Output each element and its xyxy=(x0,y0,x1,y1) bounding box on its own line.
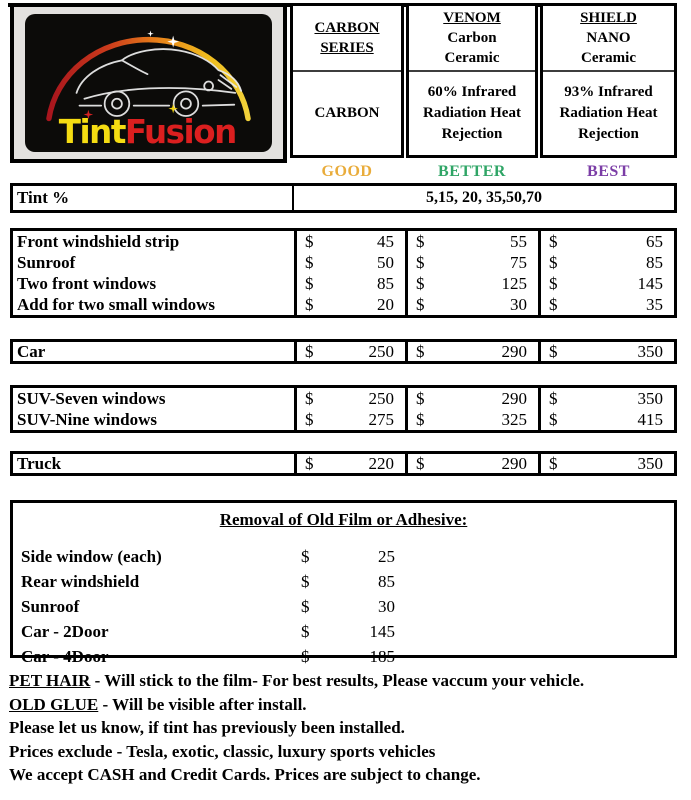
tintfusion-logo xyxy=(25,14,272,152)
currency-symbol: $ xyxy=(416,342,425,361)
row-label: Sunroof xyxy=(21,596,80,616)
removal-row xyxy=(13,594,674,619)
price-value: 85 xyxy=(378,571,395,591)
price-value: 325 xyxy=(501,409,527,429)
tint-percent-options: 5,15, 20, 35,50,70 xyxy=(426,189,542,206)
title-line: VENOM xyxy=(443,10,501,26)
footnote-previous-tint xyxy=(9,716,689,740)
title-line: NANO xyxy=(586,30,631,46)
currency-symbol: $ xyxy=(305,342,314,361)
row-label: SUV-Seven windows xyxy=(17,388,166,408)
row-label: Rear windshield xyxy=(21,571,140,591)
price-cell xyxy=(538,294,674,315)
footnote-pet-hair xyxy=(9,669,689,693)
footnote-text: Prices exclude - Tesla, exotic, classic, luxury sports vehicles xyxy=(9,741,436,761)
price-cell xyxy=(538,342,674,362)
currency-symbol: $ xyxy=(549,409,558,429)
row-label: Truck xyxy=(17,454,62,473)
title-line: CARBON xyxy=(314,20,380,36)
tint-percent-row xyxy=(10,183,677,213)
removal-section xyxy=(10,500,677,666)
table-row xyxy=(13,231,674,252)
price-cell xyxy=(294,231,405,252)
row-label: Sunroof xyxy=(17,252,76,272)
currency-symbol: $ xyxy=(301,546,310,566)
row-label: Car - 2Door xyxy=(21,621,109,641)
table-row xyxy=(13,454,674,474)
price-value: 350 xyxy=(637,342,663,361)
title-line: SHIELD xyxy=(580,10,637,26)
price-cell xyxy=(405,409,538,430)
row-label: Car - 4Door xyxy=(21,646,109,666)
price-value: 125 xyxy=(501,273,527,293)
removal-title: Removal of Old Film or Adhesive: xyxy=(219,510,468,529)
price-value: 290 xyxy=(501,454,527,473)
price-cell xyxy=(538,273,674,294)
carbon-description: CARBON xyxy=(314,105,380,121)
removal-row xyxy=(13,569,674,594)
logo-text-fusion: Fusion xyxy=(124,113,236,152)
shield-title xyxy=(543,6,674,72)
price-value: 290 xyxy=(501,388,527,408)
price-value: 290 xyxy=(501,342,527,361)
currency-symbol: $ xyxy=(416,388,425,408)
price-value: 85 xyxy=(377,273,394,293)
price-cell xyxy=(294,252,405,273)
currency-symbol: $ xyxy=(549,231,558,251)
logo-frame xyxy=(14,7,283,159)
table-row xyxy=(13,409,674,430)
price-value: 35 xyxy=(646,294,663,314)
header-column-carbon xyxy=(290,3,404,158)
price-cell xyxy=(538,231,674,252)
car-outline-icon xyxy=(77,49,242,116)
currency-symbol: $ xyxy=(301,571,310,591)
currency-symbol: $ xyxy=(549,342,558,361)
price-value: 55 xyxy=(510,231,527,251)
logo-wordmark xyxy=(59,113,236,151)
price-value: 145 xyxy=(369,621,395,641)
currency-symbol: $ xyxy=(549,454,558,473)
title-line: SERIES xyxy=(320,40,374,56)
table-row xyxy=(13,342,674,362)
logo-graphic xyxy=(25,14,272,152)
truck-price-table xyxy=(10,451,677,476)
carbon-series-title xyxy=(293,6,401,72)
currency-symbol: $ xyxy=(549,294,558,314)
currency-symbol: $ xyxy=(305,294,314,314)
currency-symbol: $ xyxy=(416,454,425,473)
price-value: 30 xyxy=(510,294,527,314)
row-label: Car xyxy=(17,342,46,361)
removal-row xyxy=(13,619,674,644)
currency-symbol: $ xyxy=(305,388,314,408)
price-cell xyxy=(405,252,538,273)
price-value: 220 xyxy=(368,454,394,473)
footnotes xyxy=(9,669,689,787)
price-value: 50 xyxy=(377,252,394,272)
price-cell xyxy=(405,231,538,252)
currency-symbol: $ xyxy=(305,252,314,272)
table-row xyxy=(13,252,674,273)
price-value: 145 xyxy=(637,273,663,293)
header-column-venom xyxy=(406,3,538,158)
footnote-payment xyxy=(9,763,689,787)
currency-symbol: $ xyxy=(305,273,314,293)
price-value: 30 xyxy=(378,596,395,616)
currency-symbol: $ xyxy=(416,409,425,429)
currency-symbol: $ xyxy=(416,252,425,272)
currency-symbol: $ xyxy=(416,273,425,293)
title-line: Ceramic xyxy=(444,50,500,66)
header-column-shield xyxy=(540,3,677,158)
price-value: 25 xyxy=(378,546,395,566)
price-value: 350 xyxy=(637,454,663,473)
currency-symbol: $ xyxy=(549,388,558,408)
price-cell xyxy=(294,409,405,430)
footnote-exclusions xyxy=(9,740,689,764)
price-value: 185 xyxy=(369,646,395,666)
title-line: Ceramic xyxy=(581,50,636,66)
currency-symbol: $ xyxy=(416,294,425,314)
logo-cell xyxy=(10,3,287,163)
price-value: 250 xyxy=(368,342,394,361)
row-label: Side window (each) xyxy=(21,546,162,566)
footnote-lead: PET HAIR xyxy=(9,671,91,690)
windows-price-table xyxy=(10,228,677,318)
price-cell xyxy=(405,273,538,294)
price-cell xyxy=(405,342,538,362)
removal-row xyxy=(13,544,674,569)
suv-price-table xyxy=(10,385,677,433)
currency-symbol: $ xyxy=(301,596,310,616)
car-price-table xyxy=(10,339,677,364)
price-value: 75 xyxy=(510,252,527,272)
venom-description: 60% Infrared Radiation Heat Rejection xyxy=(423,84,521,142)
table-row xyxy=(13,388,674,409)
price-value: 45 xyxy=(377,231,394,251)
price-value: 250 xyxy=(368,388,394,408)
price-value: 65 xyxy=(646,231,663,251)
price-cell xyxy=(294,294,405,315)
currency-symbol: $ xyxy=(549,252,558,272)
price-cell xyxy=(405,454,538,474)
currency-symbol: $ xyxy=(416,231,425,251)
logo-arch xyxy=(49,40,248,119)
price-cell xyxy=(405,388,538,409)
venom-title xyxy=(409,6,535,72)
row-label: Two front windows xyxy=(17,273,157,293)
currency-symbol: $ xyxy=(301,621,310,641)
shield-description: 93% Infrared Radiation Heat Rejection xyxy=(559,84,658,142)
price-cell xyxy=(538,388,674,409)
currency-symbol: $ xyxy=(549,273,558,293)
row-label: Add for two small windows xyxy=(17,294,216,314)
currency-symbol: $ xyxy=(305,231,314,251)
currency-symbol: $ xyxy=(305,409,314,429)
row-label: SUV-Nine windows xyxy=(17,409,157,429)
tint-percent-label: Tint % xyxy=(13,186,294,210)
price-value: 275 xyxy=(368,409,394,429)
removal-row xyxy=(13,644,674,669)
removal-rows xyxy=(13,544,674,669)
currency-symbol: $ xyxy=(301,646,310,666)
price-value: 350 xyxy=(637,388,663,408)
price-cell xyxy=(538,252,674,273)
price-cell xyxy=(294,342,405,362)
table-row xyxy=(13,273,674,294)
footnote-lead: OLD GLUE xyxy=(9,694,99,714)
grade-label-good: GOOD xyxy=(321,162,373,180)
footnote-text: - Will be visible after install. xyxy=(98,694,307,714)
currency-symbol: $ xyxy=(305,454,314,473)
table-row xyxy=(13,294,674,315)
price-cell xyxy=(538,454,674,474)
row-label: Front windshield strip xyxy=(17,231,180,251)
price-cell xyxy=(294,388,405,409)
price-value: 20 xyxy=(377,294,394,314)
footnote-old-glue xyxy=(9,693,689,717)
price-cell xyxy=(294,454,405,474)
grade-label-best: BEST xyxy=(587,162,630,180)
footnote-text: - Will stick to the film- For best results, Please vaccum your vehicle. xyxy=(90,671,585,690)
grade-label-better: BETTER xyxy=(438,162,506,180)
title-line: Carbon xyxy=(447,30,497,46)
price-value: 415 xyxy=(637,409,663,429)
logo-text-tint: Tint xyxy=(58,113,125,152)
price-value: 85 xyxy=(646,252,663,272)
price-cell xyxy=(294,273,405,294)
price-cell xyxy=(538,409,674,430)
price-cell xyxy=(405,294,538,315)
footnote-text: We accept CASH and Credit Cards. Prices are subject to change. xyxy=(9,765,481,785)
footnote-text: Please let us know, if tint has previously been installed. xyxy=(9,718,405,738)
